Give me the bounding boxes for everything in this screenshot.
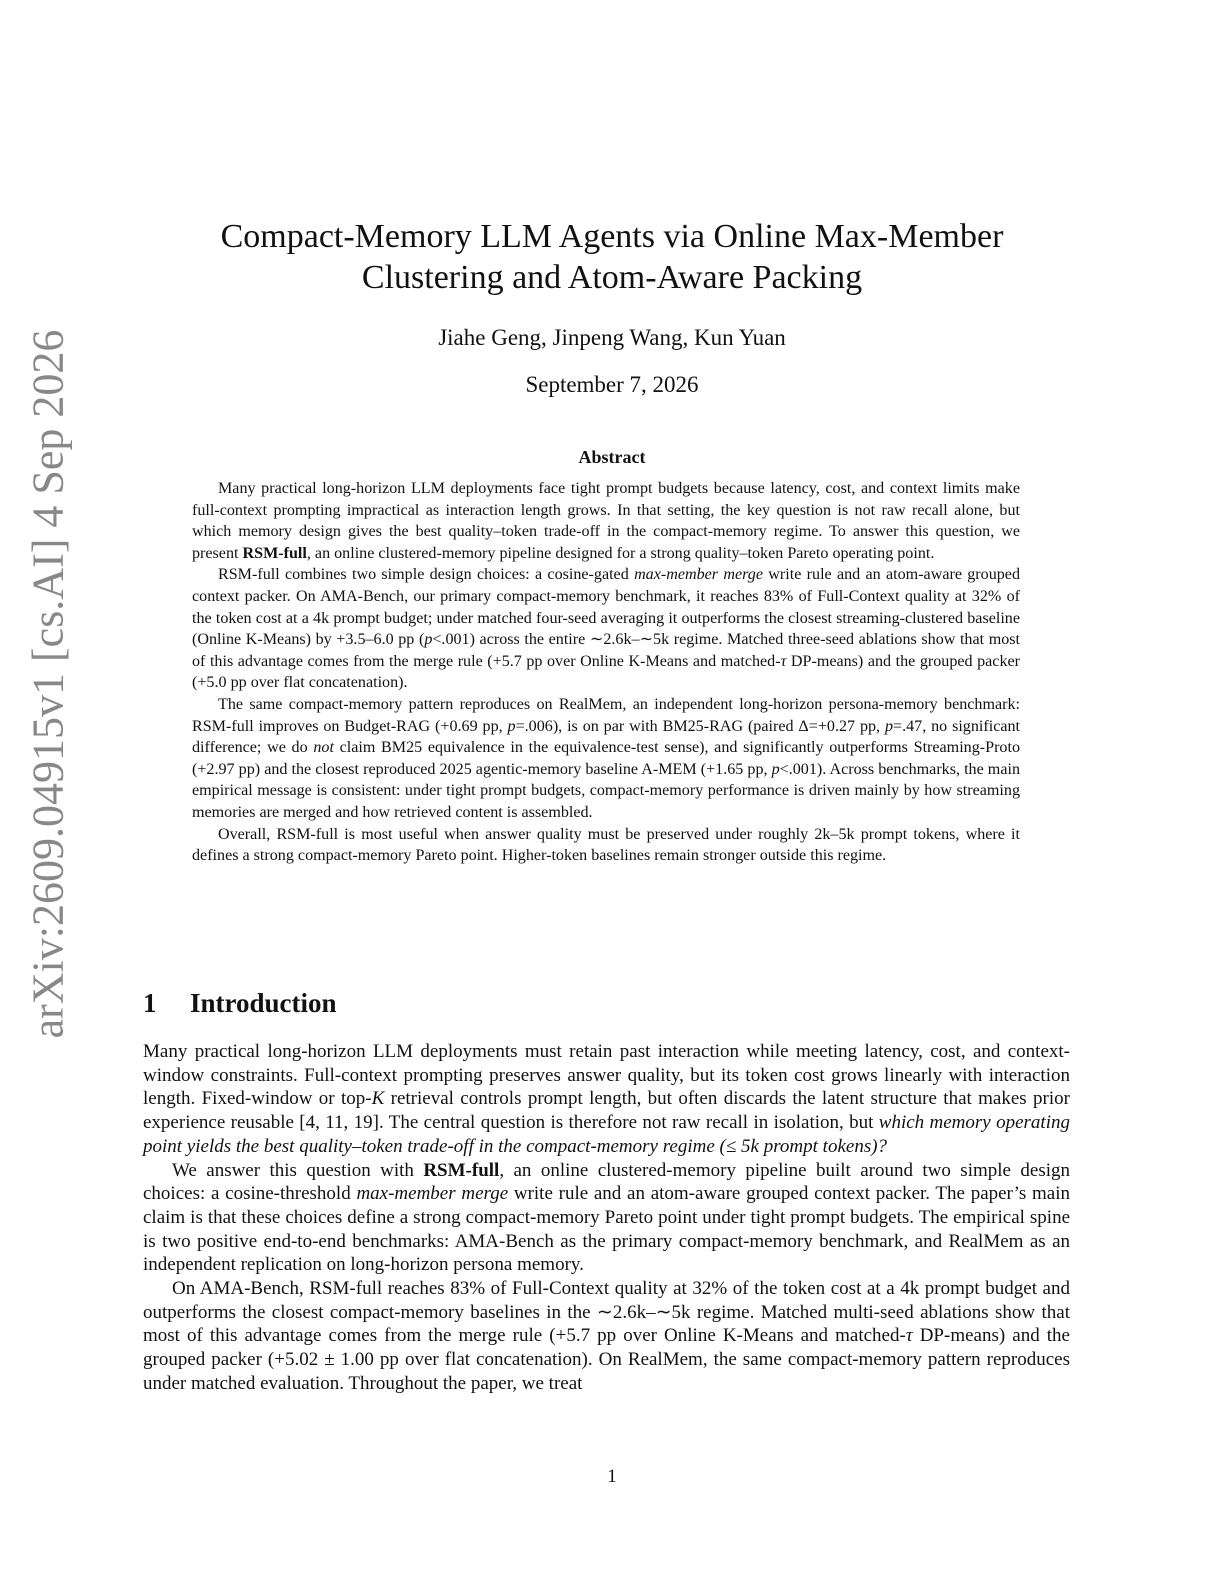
title-line-2: Clustering and Atom-Aware Packing [361,259,863,296]
section-number: 1 [143,988,157,1018]
abstract-paragraph-3: The same compact-memory pattern reproduces on RealMem, an independent long-horizon persona-memory benchmark: RSM-full improves on Budget-RAG (+0.69 pp, p=.006), is on par with BM25-RAG (paired Δ=+0.27 pp, p=.47, no significant difference; we do not claim BM25 equivalence in the equivalence-test sense), and significantly outperforms Streaming-Proto (+2.97 pp) and the closest reproduced 2025 agentic-memory baseline A-MEM (+1.65 pp, p<.001). Across benchmarks, the main empirical message is consistent: under tight prompt budgets, compact-memory performance is driven mainly by how streaming memories are merged and how retrieved content is assembled. [192,695,1021,821]
abstract-body [192,478,1020,867]
section-title: Introduction [190,988,337,1018]
intro-paragraph-1: Many practical long-horizon LLM deployments must retain past interaction while meeting latency, cost, and context-window constraints. Full-context prompting preserves answer quality, but its token cost grows linearly with interaction length. Fixed-window or top-K retrieval controls prompt length, but often discards the latent structure that makes prior experience reusable [4, 11, 19]. The central question is therefore not raw recall in isolation, but which memory operating point yields the best quality–token trade-off in the compact-memory regime (≤ 5k prompt tokens)? [143,1041,1070,1157]
author-list: Jiahe Geng, Jinpeng Wang, Kun Yuan [438,325,786,350]
arxiv-identifier: arXiv:2609.04915v1 [cs.AI] 4 Sep 2026 [23,329,73,1039]
introduction-body [143,1040,1070,1396]
section-heading-introduction [143,988,337,1019]
paper-title [0,216,1224,298]
title-line-1: Compact-Memory LLM Agents via Online Max-Member [220,218,1004,255]
abstract-heading: Abstract [578,447,646,467]
publication-date: September 7, 2026 [525,372,699,397]
abstract-paragraph-4: Overall, RSM-full is most useful when answer quality must be preserved under roughly 2k–5k prompt tokens, where it defines a strong compact-memory Pareto point. Higher-token baselines remain stronger outside this regime. [192,825,1020,865]
page-number: 1 [607,1466,617,1487]
abstract-paragraph-1: Many practical long-horizon LLM deployments face tight prompt budgets because latency, cost, and context limits make full-context prompting impractical as interaction length grows. In that setting, the key question is not raw recall alone, but which memory design gives the best quality–token trade-off in the compact-memory regime. To answer this question, we present RSM-full, an online clustered-memory pipeline designed for a strong quality–token Pareto operating point. [192,480,1020,562]
intro-paragraph-2: We answer this question with RSM-full, an online clustered-memory pipeline built around two simple design choices: a cosine-threshold max-member merge write rule and an atom-aware grouped context packer. The paper’s main claim is that these choices define a strong compact-memory Pareto point under tight prompt budgets. The empirical spine is two positive end-to-end benchmarks: AMA-Bench as the primary compact-memory benchmark, and RealMem as an independent replication on long-horizon persona memory. [143,1159,1070,1276]
abstract-paragraph-2: RSM-full combines two simple design choices: a cosine-gated max-member merge write rule and an atom-aware grouped context packer. On AMA-Bench, our primary compact-memory benchmark, it reaches 83% of Full-Context quality at 32% of the token cost at a 4k prompt budget; under matched four-seed averaging it outperforms the closest streaming-clustered baseline (Online K-Means) by +3.5–6.0 pp (p<.001) across the entire ∼2.6k–∼5k regime. Matched three-seed ablations show that most of this advantage comes from the merge rule (+5.7 pp over Online K-Means and matched-τ DP-means) and the grouped packer (+5.0 pp over flat concatenation). [192,566,1020,692]
intro-paragraph-3: On AMA-Bench, RSM-full reaches 83% of Full-Context quality at 32% of the token cost at a 4k prompt budget and outperforms the closest compact-memory baselines in the ∼2.6k–∼5k regime. Matched multi-seed ablations show that most of this advantage comes from the merge rule (+5.7 pp over Online K-Means and matched-τ DP-means) and the grouped packer (+5.02 ± 1.00 pp over flat concatenation). On RealMem, the same compact-memory pattern reproduces under matched evaluation. Throughout the paper, we treat [143,1278,1070,1394]
